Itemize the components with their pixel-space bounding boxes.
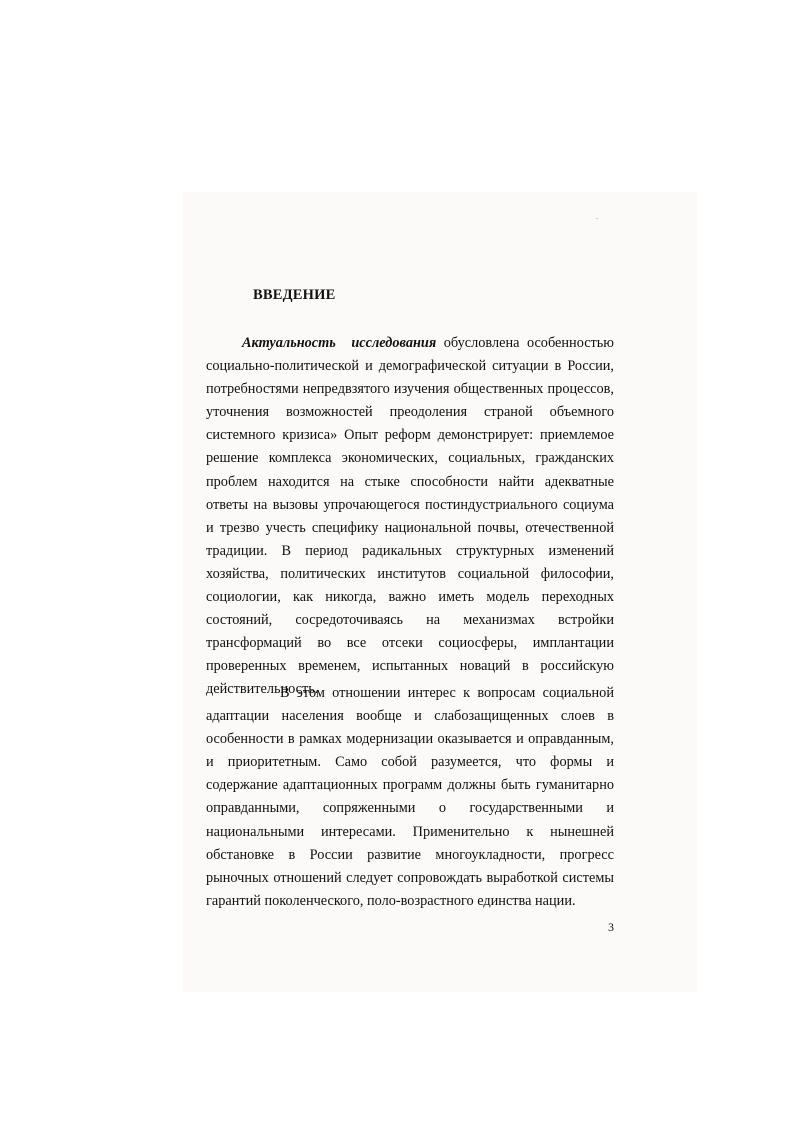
section-heading: ВВЕДЕНИЕ xyxy=(253,287,336,303)
scan-speck xyxy=(596,218,598,219)
paragraph-body: обусловлена особенностью социально-политической и демографической ситуации в России, потребностями непредвзятого изучения общественных процессов, уточнения возможностей преодоления страной объемного системного кризиса» Опыт реформ демонстрирует: приемлемое решение комплекса экономических, социальных, гражданских проблем находится на стыке способности найти адекватные ответы на вызовы упрочающегося постиндустриального социума и трезво учесть специфику национальной почвы, отечественной традиции. В период радикальных структурных изменений хозяйства, политических институтов социальной философии, социологии, как никогда, важно иметь модель переходных состояний, сосредоточиваясь на механизмах встройки трансформаций во все отсеки социосферы, имплантации проверенных временем, испытанных новаций в российскую действительность. xyxy=(206,335,614,698)
paragraph-adaptation: В этом отношении интерес к вопросам социальной адаптации населения вообще и слабозащищенных слоев в особенности в рамках модернизации оказывается и оправданным, и приоритетным. Само собой разумеется, что формы и содержание адаптационных программ должны быть гуманитарно оправданными, сопряженными о государственными и национальными интересами. Применительно к нынешней обстановке в России развитие многоукладности, прогресс рыночных отношений следует сопровождать выработкой системы гарантий поколенческого, поло-возрастного единства нации. xyxy=(206,685,614,909)
paragraph-lead-phrase: Актуальность исследования xyxy=(242,335,437,351)
page-number: 3 xyxy=(608,920,614,934)
paragraph-relevance xyxy=(206,332,614,702)
